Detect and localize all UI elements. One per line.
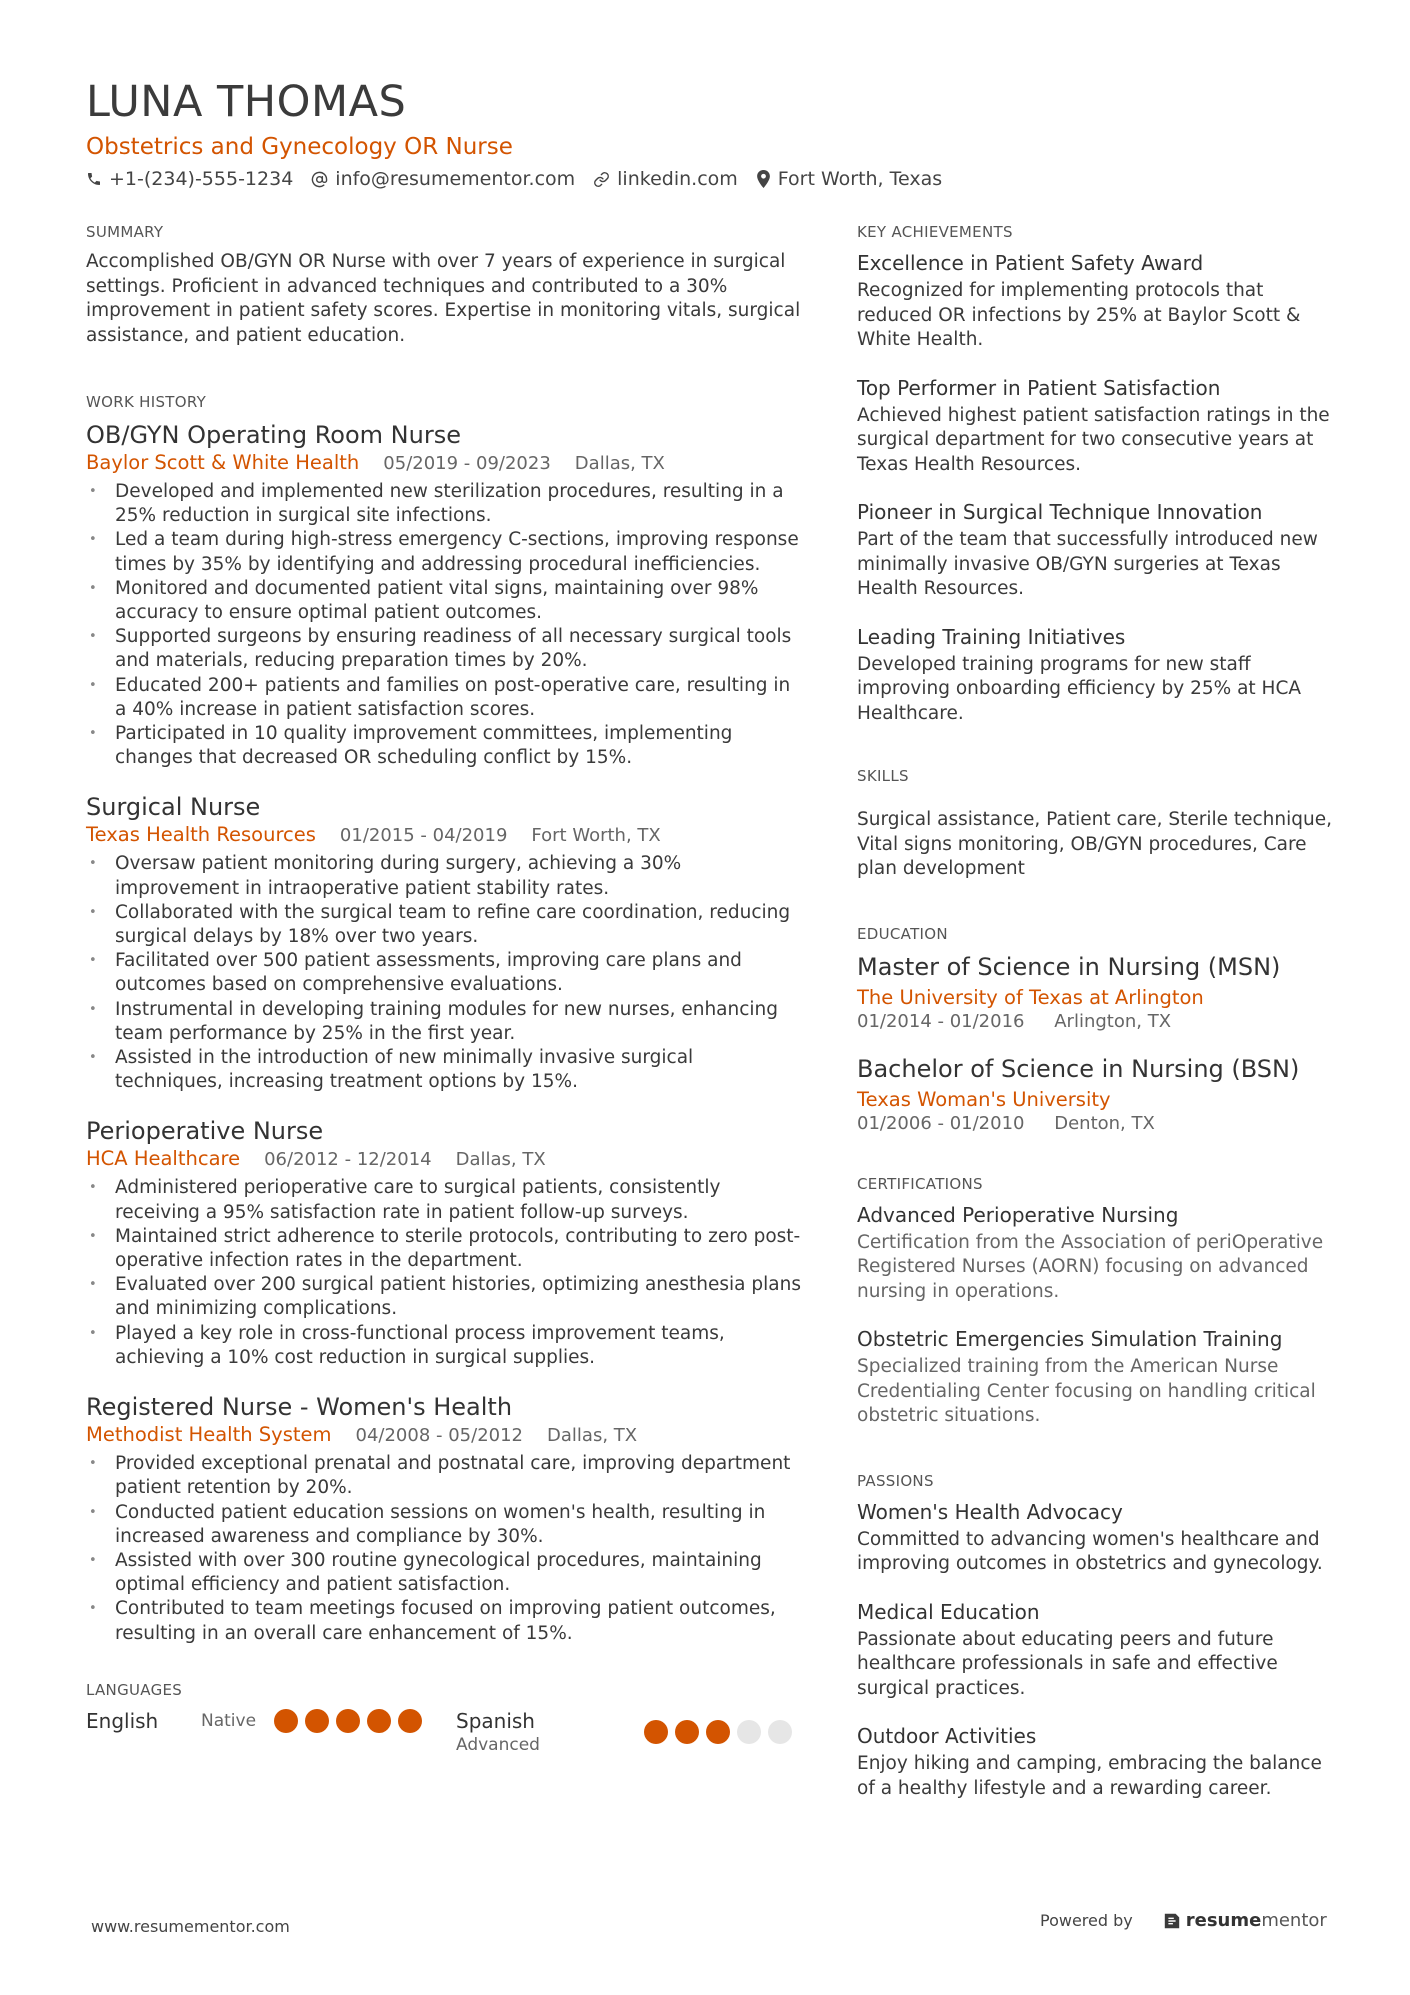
education-degree: Bachelor of Science in Nursing (BSN) <box>857 1054 1300 1083</box>
certifications-heading: CERTIFICATIONS <box>857 1174 983 1193</box>
bullet-item: • Provided exceptional prenatal and postnatal care, improving department patient retention by 20%. <box>86 1452 806 1500</box>
education-meta <box>857 1112 1339 1136</box>
achievements-section <box>857 222 1339 726</box>
right-column <box>857 222 1339 1849</box>
achievements-heading: KEY ACHIEVEMENTS <box>857 223 1013 241</box>
education-item <box>857 1054 1339 1136</box>
achievement-text: Part of the team that successfully introduced new minimally invasive OB/GYN surgeries at Texas Health Resources. <box>857 529 1318 599</box>
achievement-text: Developed training programs for new staff improving onboarding efficiency by 25% at HCA Healthcare. <box>857 653 1302 724</box>
summary-text: Accomplished OB/GYN OR Nurse with over 7 years of experience in surgical settings. Proficient in advanced techniques and contributed to a 30% improvement in patient safety scores. Expertise in monitoring vitals, surgical assistance, and patient education. <box>86 251 801 346</box>
passion-item <box>857 1723 1339 1801</box>
job-company: HCA Healthcare <box>86 1147 241 1171</box>
bullet-item: • Contributed to team meetings focused on improving patient outcomes, resulting in an overall care enhancement of 15%. <box>86 1597 806 1645</box>
job-meta <box>86 1147 806 1172</box>
skills-text: Surgical assistance, Patient care, Sterile technique, Vital signs monitoring, OB/GYN procedures, Care plan development <box>857 809 1332 879</box>
footer-powered <box>1040 1910 1327 1931</box>
language-item <box>456 1708 806 1756</box>
passions-heading: PASSIONS <box>857 1471 934 1490</box>
bullet-item: • Participated in 10 quality improvement committees, implementing changes that decreased OR scheduling conflict by 15%. <box>86 722 806 770</box>
education-dates: 01/2014 - 01/2016 <box>857 1010 1025 1032</box>
education-section <box>857 924 1339 1136</box>
work-history-heading: WORK HISTORY <box>86 393 207 411</box>
job-title: Perioperative Nurse <box>86 1117 324 1146</box>
passion-title: Medical Education <box>857 1599 1040 1624</box>
contact-location <box>756 168 942 190</box>
passion-item <box>857 1599 1339 1702</box>
bullet-item: • Facilitated over 500 patient assessments, improving care plans and outcomes based on comprehensive evaluations. <box>86 949 806 997</box>
achievement-title: Pioneer in Surgical Technique Innovation <box>857 500 1263 524</box>
passion-title: Outdoor Activities <box>857 1724 1037 1748</box>
job-dates: 05/2019 - 09/2023 <box>383 453 551 474</box>
language-name: Spanish <box>456 1708 535 1733</box>
job-entry <box>86 1116 806 1370</box>
job-title: OB/GYN Operating Room Nurse <box>86 421 461 449</box>
linkedin-text[interactable]: linkedin.com <box>617 168 738 190</box>
achievement-title: Excellence in Patient Safety Award <box>857 251 1204 275</box>
brand-light: mentor <box>1261 1910 1327 1931</box>
bullet-item: • Developed and implemented new sterilization procedures, resulting in a 25% reduction in surgical site infections. <box>86 480 806 528</box>
rating-dot-empty <box>768 1720 792 1744</box>
contact-phone <box>86 168 293 190</box>
certifications-section <box>857 1174 1339 1429</box>
job-entry <box>86 792 806 1094</box>
certification-title: Advanced Perioperative Nursing <box>857 1202 1179 1227</box>
link-icon <box>593 171 610 188</box>
bullet-item: • Played a key role in cross-functional process improvement teams, achieving a 10% cost reduction in surgical supplies. <box>86 1322 806 1370</box>
job-company: Baylor Scott & White Health <box>86 451 360 474</box>
job-company: Texas Health Resources <box>86 823 316 847</box>
job-location: Dallas, TX <box>455 1149 546 1171</box>
job-location: Fort Worth, TX <box>531 825 661 847</box>
at-sign-icon <box>311 171 328 188</box>
job-dates: 04/2008 - 05/2012 <box>355 1425 524 1447</box>
job-title: Surgical Nurse <box>86 793 261 822</box>
language-name: English <box>86 1708 159 1733</box>
job-bullets <box>86 1452 806 1646</box>
job-title: Registered Nurse - Women's Health <box>86 1393 513 1422</box>
achievement-title: Top Performer in Patient Satisfaction <box>857 375 1221 400</box>
bullet-item: • Instrumental in developing training modules for new nurses, enhancing team performance by 25% in the first year. <box>86 998 806 1046</box>
bullet-item: • Assisted in the introduction of new minimally invasive surgical techniques, increasing treatment options by 15%. <box>86 1046 806 1094</box>
rating-dot-filled <box>398 1709 422 1733</box>
bullet-item: • Evaluated over 200 surgical patient histories, optimizing anesthesia plans and minimizing complications. <box>86 1273 806 1321</box>
summary-heading: SUMMARY <box>86 223 164 241</box>
phone-text: +1-(234)-555-1234 <box>109 168 294 190</box>
rating-dot-filled <box>367 1709 391 1733</box>
rating-dot-empty <box>737 1720 761 1744</box>
email-text[interactable]: info@resumementor.com <box>335 168 576 190</box>
contact-linkedin[interactable] <box>593 168 738 190</box>
achievement-item <box>857 624 1339 727</box>
summary-section <box>86 222 806 348</box>
certification-item <box>857 1202 1339 1305</box>
bullet-item: • Maintained strict adherence to sterile protocols, contributing to zero post-operative infection rates in the department. <box>86 1225 806 1273</box>
bullet-item: • Monitored and documented patient vital signs, maintaining over 98% accuracy to ensure optimal patient outcomes. <box>86 577 806 625</box>
bullet-item: • Administered perioperative care to surgical patients, consistently receiving a 95% satisfaction rate in patient follow-up surveys. <box>86 1176 806 1224</box>
brand-bold: resume <box>1185 1910 1262 1931</box>
passions-section <box>857 1471 1339 1802</box>
education-meta <box>857 1010 1339 1034</box>
passion-text: Committed to advancing women's healthcare and improving outcomes in obstetrics and gynecology. <box>857 1528 1323 1574</box>
education-school: The University of Texas at Arlington <box>857 985 1204 1009</box>
certification-text: Specialized training from the American Nurse Credentialing Center focusing on handling critical obstetric situations. <box>857 1356 1316 1426</box>
achievement-text: Achieved highest patient satisfaction ratings in the surgical department for two consecutive years at Texas Health Resources. <box>857 404 1330 475</box>
job-entry <box>86 1392 806 1646</box>
rating-dot-filled <box>274 1709 298 1733</box>
achievement-text: Recognized for implementing protocols that reduced OR infections by 25% at Baylor Scott & White Health. <box>857 280 1301 350</box>
job-location: Dallas, TX <box>547 1425 638 1447</box>
rating-dot-filled <box>706 1720 730 1744</box>
rating-dot-filled <box>336 1709 360 1733</box>
rating-dot-filled <box>305 1709 329 1733</box>
bullet-item: • Assisted with over 300 routine gynecological procedures, maintaining optimal efficiency and patient satisfaction. <box>86 1549 806 1597</box>
languages-section <box>86 1680 806 1756</box>
job-dates: 01/2015 - 04/2019 <box>339 825 508 847</box>
education-location: Denton, TX <box>1054 1112 1155 1134</box>
achievement-item <box>857 499 1339 602</box>
phone-icon <box>86 171 102 187</box>
certification-title: Obstetric Emergencies Simulation Training <box>857 1327 1283 1351</box>
passion-text: Enjoy hiking and camping, embracing the balance of a healthy lifestyle and a rewarding career. <box>857 1753 1322 1799</box>
location-text: Fort Worth, Texas <box>777 168 943 190</box>
education-location: Arlington, TX <box>1054 1010 1172 1032</box>
brand-mark-icon <box>1163 1912 1181 1930</box>
job-meta <box>86 823 806 848</box>
job-bullets <box>86 1176 806 1370</box>
certification-item <box>857 1326 1339 1429</box>
bullet-item: • Conducted patient education sessions on women's health, resulting in increased awareness and compliance by 30%. <box>86 1501 806 1549</box>
language-rating <box>274 1708 429 1733</box>
job-bullets <box>86 852 806 1094</box>
language-rating <box>644 1708 799 1744</box>
language-level: Native <box>201 1710 257 1731</box>
skills-section <box>857 766 1339 882</box>
resume-header <box>86 74 1326 190</box>
contact-bar <box>86 168 1326 190</box>
bullet-item: • Educated 200+ patients and families on post-operative care, resulting in a 40% increase in patient satisfaction scores. <box>86 674 806 722</box>
powered-by-text: Powered by <box>1040 1911 1133 1930</box>
education-dates: 01/2006 - 01/2010 <box>857 1112 1025 1134</box>
achievement-item <box>857 250 1339 353</box>
bullet-item: • Oversaw patient monitoring during surgery, achieving a 30% improvement in intraoperative patient stability rates. <box>86 852 806 900</box>
education-degree: Master of Science in Nursing (MSN) <box>857 952 1281 981</box>
passion-item <box>857 1499 1339 1577</box>
job-company: Methodist Health System <box>86 1423 332 1447</box>
bullet-item: • Collaborated with the surgical team to refine care coordination, reducing surgical delays by 18% over two years. <box>86 901 806 949</box>
footer-website[interactable]: www.resumementor.com <box>91 1917 290 1936</box>
language-text-group <box>456 1708 644 1756</box>
contact-email[interactable] <box>311 168 575 190</box>
bullet-item: • Led a team during high-stress emergency C-sections, improving response times by 35% by identifying and addressing procedural inefficiencies. <box>86 528 806 576</box>
work-history-section <box>86 392 806 1646</box>
brand-logo[interactable] <box>1163 1910 1327 1931</box>
education-item <box>857 952 1339 1034</box>
job-meta <box>86 451 806 476</box>
language-level: Advanced <box>456 1734 540 1755</box>
achievement-item <box>857 375 1339 478</box>
education-heading: EDUCATION <box>857 924 948 943</box>
job-bullets <box>86 480 806 770</box>
skills-heading: SKILLS <box>857 767 909 785</box>
rating-dot-filled <box>675 1720 699 1744</box>
languages-heading: LANGUAGES <box>86 1680 183 1699</box>
job-location: Dallas, TX <box>574 453 665 474</box>
achievement-title: Leading Training Initiatives <box>857 624 1126 649</box>
education-school: Texas Woman's University <box>857 1087 1111 1111</box>
left-column <box>86 222 806 1756</box>
job-entry <box>86 420 806 770</box>
candidate-name: LUNA THOMAS <box>86 77 407 127</box>
job-dates: 06/2012 - 12/2014 <box>264 1149 432 1171</box>
certification-text: Certification from the Association of periOperative Registered Nurses (AORN) focusing on advanced nursing in operations. <box>857 1231 1324 1302</box>
language-item <box>86 1708 456 1734</box>
rating-dot-filled <box>644 1720 668 1744</box>
passion-text: Passionate about educating peers and future healthcare professionals in safe and effective surgical practices. <box>857 1628 1278 1699</box>
bullet-item: • Supported surgeons by ensuring readiness of all necessary surgical tools and materials, reducing preparation times by 20%. <box>86 625 806 673</box>
candidate-role: Obstetrics and Gynecology OR Nurse <box>86 134 513 160</box>
passion-title: Women's Health Advocacy <box>857 1499 1123 1524</box>
location-pin-icon <box>756 170 771 188</box>
languages-row <box>86 1708 806 1756</box>
job-meta <box>86 1423 806 1448</box>
